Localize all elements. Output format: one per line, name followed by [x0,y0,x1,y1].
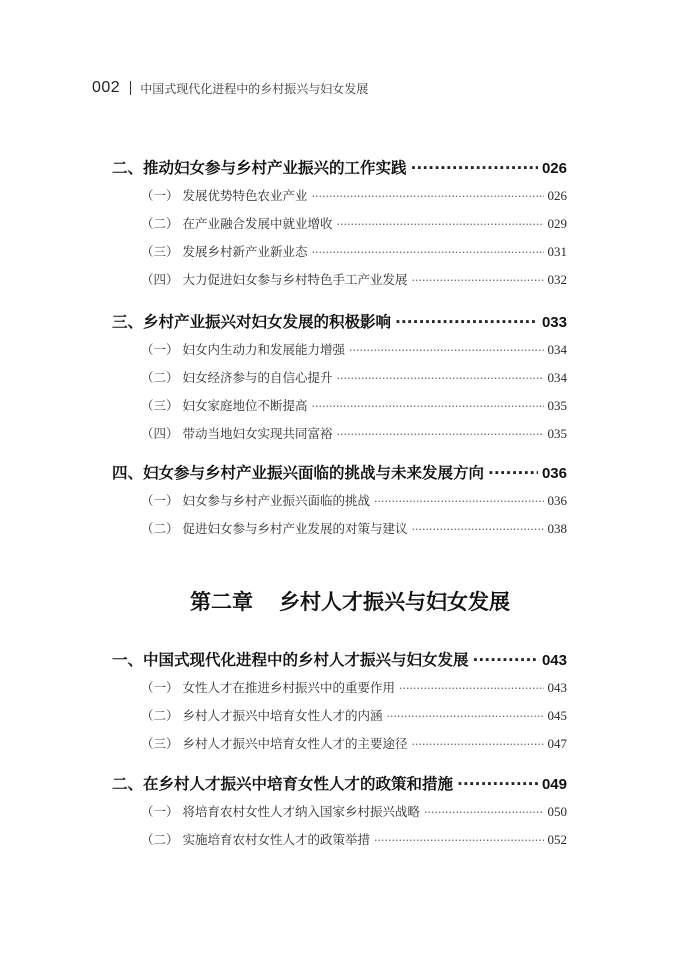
toc-sub-number: （四） [141,426,179,441]
toc-sub-number: （二） [141,370,179,385]
toc-sub-number: （三） [141,736,179,751]
header-divider [130,81,131,95]
toc-subsection[interactable] [141,396,567,416]
dot-leader [312,246,544,259]
toc-sub-title: 乡村人才振兴中培育女性人才的主要途径 [182,736,408,751]
toc-page-number: 043 [547,680,567,695]
toc-page-number: 026 [541,160,567,177]
toc-sub-title: 大力促进妇女参与乡村特色手工产业发展 [182,272,408,287]
toc-page-number: 029 [547,216,567,231]
toc-subsection[interactable] [141,519,567,539]
toc-subsection[interactable] [141,340,567,360]
toc-sub-title: 妇女内生动力和发展能力增强 [182,342,346,357]
toc-subsection[interactable] [141,424,567,444]
chapter-heading[interactable] [0,586,700,616]
toc-subsection[interactable] [141,491,567,511]
dot-leader [337,372,544,385]
dot-leader [337,428,544,441]
toc-sub-number: （一） [141,804,179,819]
toc-subsection[interactable] [141,734,567,754]
toc-sub-number: （二） [141,708,179,723]
toc-sub-title: 妇女经济参与的自信心提升 [182,370,333,385]
toc-page-number: 033 [541,314,567,331]
toc-sub-title: 发展优势特色农业产业 [182,188,308,203]
toc-sub-number: （四） [141,272,179,287]
toc-page-number: 031 [547,244,567,259]
toc-page-number: 043 [541,652,567,669]
toc-page-number: 045 [547,708,567,723]
toc-page-number: 050 [547,804,567,819]
dot-leader [473,651,538,669]
page-number: 002 [92,79,121,96]
chapter-title: 乡村人才振兴与妇女发展 [279,589,510,614]
dot-leader [374,834,543,847]
toc-sub-title: 实施培育农村女性人才的政策举措 [182,832,371,847]
dot-leader [349,344,543,357]
toc-sub-title: 发展乡村新产业新业态 [182,244,308,259]
toc-page-number: 035 [547,398,567,413]
toc-page-number: 034 [547,342,567,357]
toc-sub-number: （三） [141,244,179,259]
toc-sub-number: （一） [141,680,179,695]
toc-page-number: 034 [547,370,567,385]
dot-leader [488,464,538,482]
running-head-title: 中国式现代化进程中的乡村振兴与妇女发展 [140,81,369,96]
toc-sub-number: （一） [141,493,179,508]
toc-sub-title: 在产业融合发展中就业增收 [182,216,333,231]
toc-subsection[interactable] [141,706,567,726]
toc-page-number: 032 [547,272,567,287]
toc-subsection[interactable] [141,270,567,290]
toc-sub-title: 将培育农村女性人才纳入国家乡村振兴战略 [182,804,421,819]
toc-page-number: 036 [547,493,567,508]
toc-subsection[interactable] [141,214,567,234]
dot-leader [395,313,538,331]
toc-subsection[interactable] [141,242,567,262]
dot-leader [312,400,544,413]
toc-section-title: 二、在乡村人才振兴中培育女性人才的政策和措施 [112,775,454,793]
toc-subsection[interactable] [141,802,567,822]
toc-section-title: 一、中国式现代化进程中的乡村人才振兴与妇女发展 [112,651,469,669]
toc-sub-title: 女性人才在推进乡村振兴中的重要作用 [182,680,396,695]
toc-section[interactable] [112,461,567,485]
toc-sub-title: 促进妇女参与乡村产业发展的对策与建议 [182,521,408,536]
toc-sub-title: 乡村人才振兴中培育女性人才的内涵 [182,708,383,723]
dot-leader [424,806,543,819]
toc-page-number: 049 [541,776,567,793]
toc-section[interactable] [112,310,567,334]
dot-leader [411,159,538,177]
toc-page-number: 036 [541,465,567,482]
dot-leader [337,218,544,231]
toc-sub-title: 带动当地妇女实现共同富裕 [182,426,333,441]
dot-leader [412,274,544,287]
chapter-number: 第二章 [190,589,253,614]
dot-leader [387,710,544,723]
toc-sub-number: （一） [141,188,179,203]
toc-sub-number: （二） [141,521,179,536]
toc-sub-title: 妇女家庭地位不断提高 [182,398,308,413]
dot-leader [412,523,544,536]
dot-leader [312,190,544,203]
toc-subsection[interactable] [141,678,567,698]
toc-section-title: 三、乡村产业振兴对妇女发展的积极影响 [112,313,392,331]
running-head [92,78,368,98]
dot-leader [399,682,543,695]
toc-section-title: 四、妇女参与乡村产业振兴面临的挑战与未来发展方向 [112,464,485,482]
toc-subsection[interactable] [141,368,567,388]
dot-leader [412,738,544,751]
toc-section[interactable] [112,156,567,180]
toc-section[interactable] [112,648,567,672]
toc-sub-number: （一） [141,342,179,357]
toc-sub-number: （三） [141,398,179,413]
dot-leader [457,775,538,793]
toc-sub-number: （二） [141,832,179,847]
toc-page-number: 052 [547,832,567,847]
dot-leader [374,495,543,508]
toc-subsection[interactable] [141,830,567,850]
toc-section[interactable] [112,772,567,796]
toc-sub-title: 妇女参与乡村产业振兴面临的挑战 [182,493,371,508]
toc-page-number: 035 [547,426,567,441]
toc-section-title: 二、推动妇女参与乡村产业振兴的工作实践 [112,159,407,177]
toc-subsection[interactable] [141,186,567,206]
toc-page-number: 038 [547,521,567,536]
toc-sub-number: （二） [141,216,179,231]
toc-page-number: 026 [547,188,567,203]
toc-page-number: 047 [547,736,567,751]
